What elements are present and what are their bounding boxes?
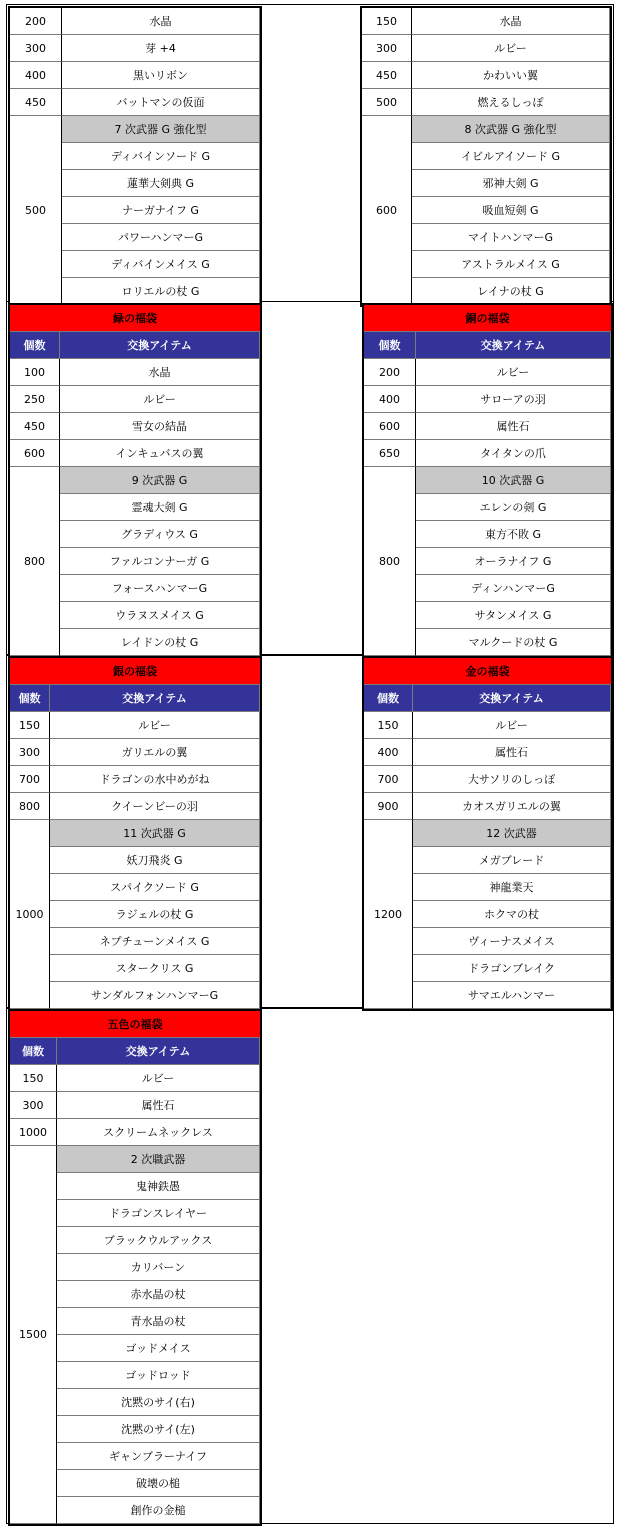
item-cell: バットマンの仮面 [62,89,260,116]
group-item-cell: イビルアイソード G [412,143,610,170]
table-green [8,303,262,658]
group-item-cell: ディバインメイス G [62,251,260,278]
count-cell: 700 [364,766,413,793]
table-title: 緑の福袋 [10,305,260,332]
count-cell: 300 [362,35,412,62]
group-count-cell: 1500 [10,1146,57,1524]
group-item-cell: 沈黙のサイ(左) [57,1416,260,1443]
count-cell: 450 [10,413,60,440]
table-title: 銀の福袋 [10,658,260,685]
column-header-item: 交換アイテム [57,1038,260,1065]
group-item-cell: カリバーン [57,1254,260,1281]
group-item-cell: ドラゴンブレイク [413,955,611,982]
item-cell: 大サソリのしっぽ [413,766,611,793]
group-item-cell: 蓮華大剣典 G [62,170,260,197]
table-gold [362,656,613,1011]
group-item-cell: ウラヌスメイス G [60,602,260,629]
group-header-cell: 8 次武器 G 強化型 [412,116,610,143]
group-item-cell: アストラルメイス G [412,251,610,278]
group-item-cell: グラディウス G [60,521,260,548]
item-cell: ガリエルの翼 [50,739,260,766]
count-cell: 700 [10,766,50,793]
column-header-item: 交換アイテム [416,332,611,359]
group-item-cell: 邪神大剣 G [412,170,610,197]
group-count-cell: 800 [10,467,60,656]
count-cell: 200 [364,359,416,386]
group-count-cell: 800 [364,467,416,656]
group-item-cell: ゴッドメイス [57,1335,260,1362]
group-item-cell: フォースハンマーG [60,575,260,602]
item-cell: カオスガリエルの翼 [413,793,611,820]
group-item-cell: 鬼神鉄愚 [57,1173,260,1200]
count-cell: 400 [364,739,413,766]
item-cell: 燃えるしっぽ [412,89,610,116]
group-item-cell: パワーハンマーG [62,224,260,251]
item-cell: ルビー [416,359,611,386]
group-item-cell: 妖刀飛炎 G [50,847,260,874]
column-header-count: 個数 [364,332,416,359]
item-cell: 水晶 [412,8,610,35]
item-cell: インキュバスの翼 [60,440,260,467]
count-cell: 300 [10,35,62,62]
group-item-cell: サマエルハンマー [413,982,611,1009]
column-header-item: 交換アイテム [50,685,260,712]
item-cell: 属性石 [413,739,611,766]
group-item-cell: マイトハンマーG [412,224,610,251]
column-header-item: 交換アイテム [413,685,611,712]
group-item-cell: 霊魂大剣 G [60,494,260,521]
group-header-cell: 11 次武器 G [50,820,260,847]
group-header-cell: 9 次武器 G [60,467,260,494]
group-header-cell: 12 次武器 [413,820,611,847]
item-cell: ルビー [60,386,260,413]
group-item-cell: ゴッドロッド [57,1362,260,1389]
group-item-cell: レイドンの杖 G [60,629,260,656]
group-item-cell: ヴィーナスメイス [413,928,611,955]
count-cell: 650 [364,440,416,467]
table-copper [362,303,613,658]
item-cell: ドラゴンの水中めがね [50,766,260,793]
count-cell: 400 [10,62,62,89]
group-item-cell: ディバインソード G [62,143,260,170]
count-cell: 1000 [10,1119,57,1146]
count-cell: 150 [10,712,50,739]
group-item-cell: サンダルフォンハンマーG [50,982,260,1009]
table-title: 金の福袋 [364,658,611,685]
table-top_right [360,6,612,307]
count-cell: 450 [362,62,412,89]
group-count-cell: 1200 [364,820,413,1009]
count-cell: 150 [362,8,412,35]
group-item-cell: サタンメイス G [416,602,611,629]
group-item-cell: ファルコンナーガ G [60,548,260,575]
group-item-cell: 青水晶の杖 [57,1308,260,1335]
group-count-cell: 1000 [10,820,50,1009]
item-cell: ルビー [50,712,260,739]
group-item-cell: ネプチューンメイス G [50,928,260,955]
item-cell: 水晶 [62,8,260,35]
count-cell: 300 [10,739,50,766]
count-cell: 600 [10,440,60,467]
table-five [8,1009,262,1526]
group-item-cell: 破壊の槌 [57,1470,260,1497]
group-header-cell: 10 次武器 G [416,467,611,494]
group-item-cell: レイナの杖 G [412,278,610,305]
group-item-cell: 赤水晶の杖 [57,1281,260,1308]
count-cell: 600 [364,413,416,440]
table-top_left [8,6,262,307]
item-cell: ルビー [413,712,611,739]
group-item-cell: ナーガナイフ G [62,197,260,224]
count-cell: 300 [10,1092,57,1119]
group-count-cell: 500 [10,116,62,305]
group-item-cell: 東方不敗 G [416,521,611,548]
item-cell: かわいい翼 [412,62,610,89]
group-item-cell: ドラゴンスレイヤー [57,1200,260,1227]
group-item-cell: ブラックウルアックス [57,1227,260,1254]
group-item-cell: ラジェルの杖 G [50,901,260,928]
group-header-cell: 2 次職武器 [57,1146,260,1173]
group-item-cell: ロリエルの杖 G [62,278,260,305]
item-cell: 水晶 [60,359,260,386]
table-silver [8,656,262,1011]
item-cell: 芽 +4 [62,35,260,62]
table-title: 五色の福袋 [10,1011,260,1038]
item-cell: タイタンの爪 [416,440,611,467]
group-item-cell: オーラナイフ G [416,548,611,575]
count-cell: 100 [10,359,60,386]
item-cell: クイーンビーの羽 [50,793,260,820]
group-item-cell: 吸血短剣 G [412,197,610,224]
column-header-item: 交換アイテム [60,332,260,359]
item-cell: ルビー [57,1065,260,1092]
column-header-count: 個数 [10,332,60,359]
group-item-cell: エレンの剣 G [416,494,611,521]
count-cell: 150 [10,1065,57,1092]
item-cell: ルビー [412,35,610,62]
group-item-cell: マルクードの杖 G [416,629,611,656]
group-item-cell: メガブレード [413,847,611,874]
count-cell: 250 [10,386,60,413]
group-item-cell: スパイクソード G [50,874,260,901]
group-header-cell: 7 次武器 G 強化型 [62,116,260,143]
item-cell: 属性石 [57,1092,260,1119]
group-item-cell: 創作の金槌 [57,1497,260,1524]
count-cell: 200 [10,8,62,35]
column-header-count: 個数 [10,685,50,712]
item-cell: 黒いリボン [62,62,260,89]
item-cell: 雪女の結晶 [60,413,260,440]
count-cell: 150 [364,712,413,739]
count-cell: 400 [364,386,416,413]
count-cell: 800 [10,793,50,820]
group-item-cell: スタークリス G [50,955,260,982]
item-cell: サローアの羽 [416,386,611,413]
column-header-count: 個数 [364,685,413,712]
group-item-cell: 神龍業天 [413,874,611,901]
group-item-cell: ディンハンマーG [416,575,611,602]
group-item-cell: ホクマの杖 [413,901,611,928]
count-cell: 500 [362,89,412,116]
group-count-cell: 600 [362,116,412,305]
table-title: 銅の福袋 [364,305,611,332]
group-item-cell: 沈黙のサイ(右) [57,1389,260,1416]
count-cell: 450 [10,89,62,116]
column-header-count: 個数 [10,1038,57,1065]
count-cell: 900 [364,793,413,820]
item-cell: スクリームネックレス [57,1119,260,1146]
group-item-cell: ギャンブラーナイフ [57,1443,260,1470]
item-cell: 属性石 [416,413,611,440]
